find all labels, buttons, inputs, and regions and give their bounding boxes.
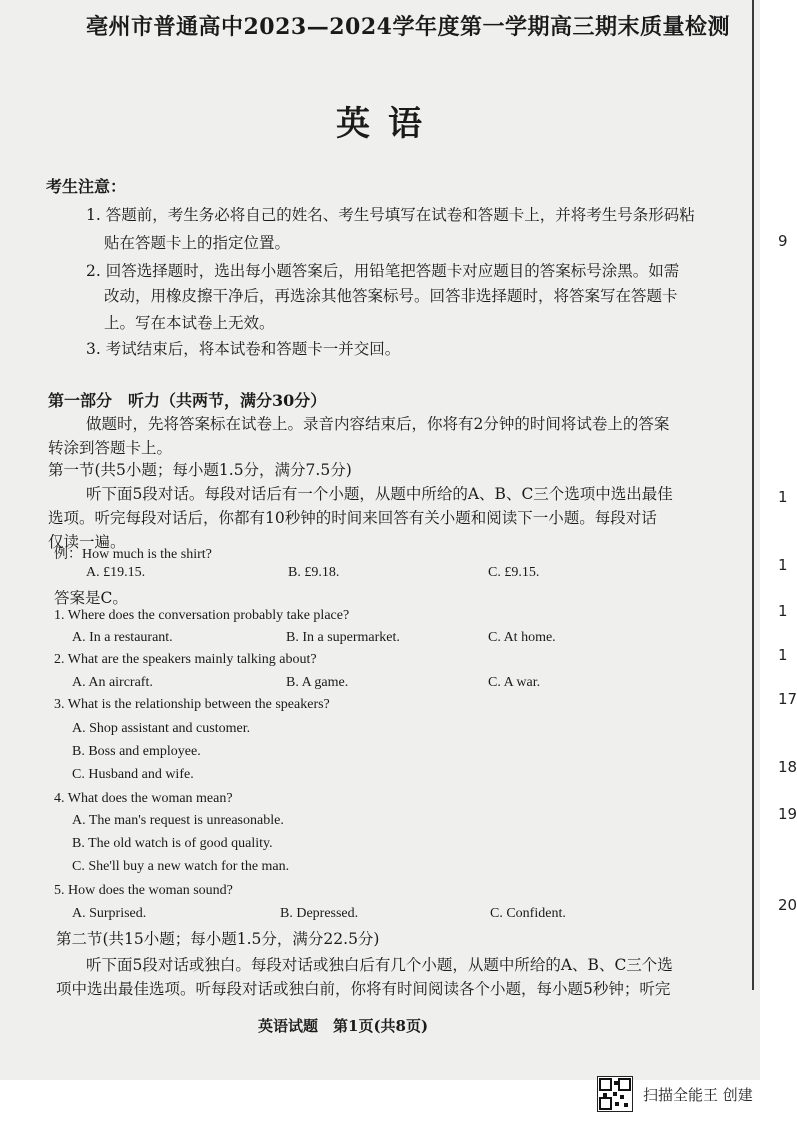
example-option: A. £19.15. bbox=[86, 565, 146, 580]
notice-line: 3. 考试结束后，将本试卷和答题卡一并交回。 bbox=[86, 340, 401, 358]
section1-line: 选项。听完每段对话后，你都有10秒钟的时间来回答有关小题和阅读下一小题。每段对话 bbox=[48, 509, 657, 527]
edge-number: 1 bbox=[778, 646, 788, 664]
question-option: C. Husband and wife. bbox=[72, 767, 194, 782]
question-stem: 1. Where does the conversation probably take place? bbox=[54, 608, 350, 623]
subject-title: 英语 bbox=[336, 104, 440, 144]
question-option: B. The old watch is of good quality. bbox=[72, 836, 273, 851]
notice-line: 贴在答题卡上的指定位置。 bbox=[104, 234, 291, 252]
question-option: B. A game. bbox=[286, 675, 349, 690]
edge-number: 17 bbox=[778, 690, 797, 708]
edge-number: 20 bbox=[778, 896, 797, 914]
section2-heading: 第二节(共15小题；每小题1.5分，满分22.5分) bbox=[56, 930, 380, 948]
notice-line: 上。写在本试卷上无效。 bbox=[104, 314, 275, 332]
question-option: A. Shop assistant and customer. bbox=[72, 721, 251, 736]
notice-line: 1. 答题前，考生务必将自己的姓名、考生号填写在试卷和答题卡上，并将考生号条形码粘 bbox=[86, 206, 695, 224]
edge-number: 1 bbox=[778, 556, 788, 574]
page-footer: 英语试题 第1页(共8页) bbox=[258, 1017, 429, 1035]
question-option: C. Confident. bbox=[490, 906, 566, 921]
section1-heading: 第一节(共5小题；每小题1.5分，满分7.5分) bbox=[48, 461, 352, 479]
question-option: C. At home. bbox=[488, 630, 556, 645]
question-option: A. The man's request is unreasonable. bbox=[72, 813, 284, 828]
scanner-label: 扫描全能王 创建 bbox=[643, 1085, 753, 1104]
example-answer: 答案是C。 bbox=[54, 589, 128, 607]
example-question: 例：How much is the shirt? bbox=[54, 547, 212, 562]
edge-number: 9 bbox=[778, 232, 788, 250]
question-option: C. She'll buy a new watch for the man. bbox=[72, 859, 290, 874]
part1-intro-line: 转涂到答题卡上。 bbox=[48, 439, 173, 457]
qr-code-icon bbox=[597, 1076, 633, 1112]
question-stem: 2. What are the speakers mainly talking about? bbox=[54, 652, 317, 667]
section1-line: 仅读一遍。 bbox=[48, 533, 126, 551]
question-option: B. Boss and employee. bbox=[72, 744, 201, 759]
section2-line: 项中选出最佳选项。听每段对话或独白前，你将有时间阅读各个小题，每小题5秒钟；听完 bbox=[56, 980, 671, 998]
page-edge-divider bbox=[752, 0, 754, 990]
edge-number: 19 bbox=[778, 805, 797, 823]
question-option: A. In a restaurant. bbox=[72, 630, 173, 645]
example-option: B. £9.18. bbox=[288, 565, 340, 580]
question-option: C. A war. bbox=[488, 675, 541, 690]
edge-number: 1 bbox=[778, 488, 788, 506]
scanner-watermark bbox=[597, 1076, 753, 1112]
question-stem: 5. How does the woman sound? bbox=[54, 883, 233, 898]
section1-line: 听下面5段对话。每段对话后有一个小题，从题中所给的A、B、C三个选项中选出最佳 bbox=[86, 485, 673, 503]
example-option: C. £9.15. bbox=[488, 565, 540, 580]
part1-heading: 第一部分 听力（共两节，满分30分） bbox=[48, 391, 327, 410]
section2-line: 听下面5段对话或独白。每段对话或独白后有几个小题，从题中所给的A、B、C三个选 bbox=[86, 956, 673, 974]
question-stem: 3. What is the relationship between the speakers? bbox=[54, 697, 330, 712]
edge-number: 18 bbox=[778, 758, 797, 776]
question-option: B. In a supermarket. bbox=[286, 630, 400, 645]
edge-number: 1 bbox=[778, 602, 788, 620]
question-option: A. Surprised. bbox=[72, 906, 147, 921]
notice-line: 改动，用橡皮擦干净后，再选涂其他答案标号。回答非选择题时，将答案写在答题卡 bbox=[104, 287, 678, 305]
notice-line: 2. 回答选择题时，选出每小题答案后，用铅笔把答题卡对应题目的答案标号涂黑。如需 bbox=[86, 262, 680, 280]
question-option: B. Depressed. bbox=[280, 906, 359, 921]
question-option: A. An aircraft. bbox=[72, 675, 153, 690]
part1-intro-line: 做题时，先将答案标在试卷上。录音内容结束后，你将有2分钟的时间将试卷上的答案 bbox=[86, 415, 670, 433]
notice-heading: 考生注意： bbox=[46, 177, 127, 196]
question-stem: 4. What does the woman mean? bbox=[54, 791, 233, 806]
exam-title: 亳州市普通高中2023—2024学年度第一学期高三期末质量检测 bbox=[86, 14, 730, 40]
